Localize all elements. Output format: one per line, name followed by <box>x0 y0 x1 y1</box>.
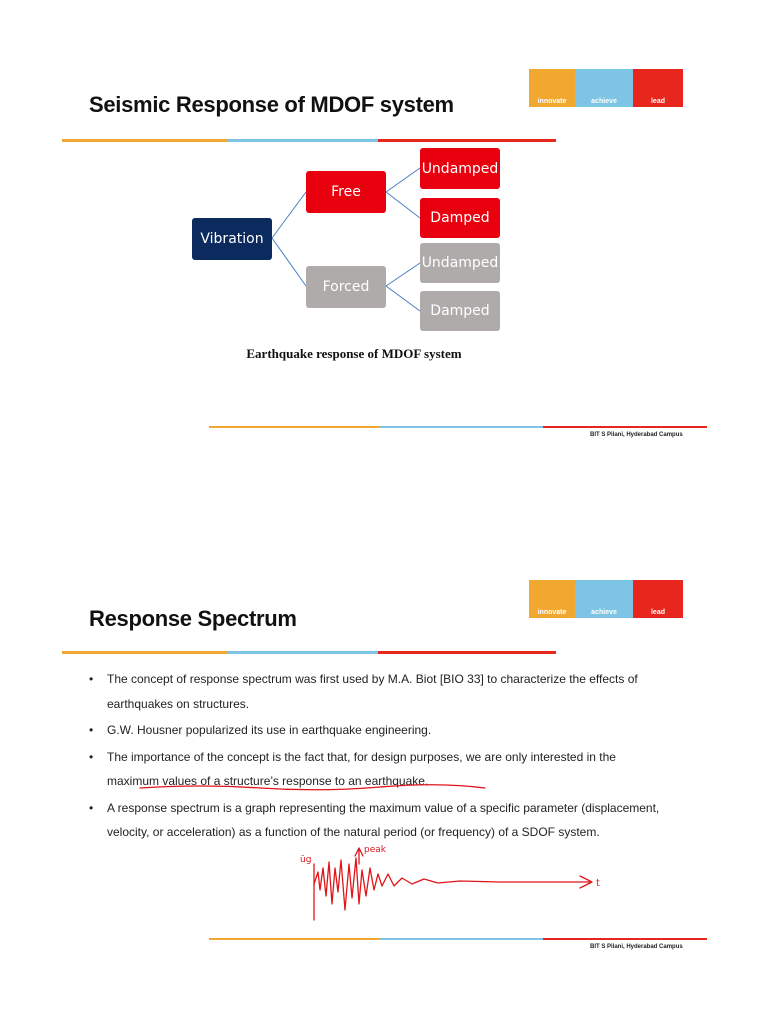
footer-campus: BIT S Pilani, Hyderabad Campus <box>590 944 683 950</box>
slide-2 <box>0 512 768 1024</box>
logo-text: lead <box>650 98 665 105</box>
footer-campus: BIT S Pilani, Hyderabad Campus <box>590 432 683 438</box>
bullet-mark: • <box>89 800 94 815</box>
slide-title: Response Spectrum <box>89 606 297 631</box>
time-label: t <box>596 878 600 889</box>
logo-text: achieve <box>591 609 617 616</box>
footer-line <box>209 426 707 428</box>
seismogram-trace <box>314 858 590 910</box>
logo-text: lead <box>650 609 665 616</box>
footer-line <box>209 938 707 940</box>
underline-annotation <box>140 785 485 790</box>
forced-damped-node: Damped <box>420 291 500 331</box>
forced-node: Forced <box>306 266 386 308</box>
free-node: Free <box>306 171 386 213</box>
bullet-mark: • <box>89 723 94 737</box>
vibration-node: Vibration <box>192 218 272 260</box>
bullet-mark: • <box>89 749 94 764</box>
logo-text: innovate <box>537 609 567 616</box>
bullet-mark: • <box>89 672 94 686</box>
slide-title: Seismic Response of MDOF system <box>89 92 454 117</box>
free-undamped-node: Undamped <box>420 148 500 189</box>
ground-accel-label: üg <box>300 855 312 865</box>
logo-text: innovate <box>537 98 567 105</box>
diagram-caption: Earthquake response of MDOF system <box>246 346 462 361</box>
forced-undamped-node: Undamped <box>420 243 500 283</box>
bullet-text: The concept of response spectrum was first used by M.A. Biot [BIO 33] to characterize the effects of earthquakes on structures. <box>107 672 638 711</box>
free-damped-node: Damped <box>420 198 500 238</box>
logo-text: achieve <box>591 98 617 105</box>
bullet-text: A response spectrum is a graph representing the maximum value of a specific parameter (displacement, velocity, or acceleration) as a function of the natural period (or frequency) of a SDOF system. <box>107 800 660 839</box>
bullet-text: G.W. Housner popularized its use in earthquake engineering. <box>107 723 432 737</box>
peak-annotation-label: peak <box>364 845 386 855</box>
bullet-text: The importance of the concept is the fact that, for design purposes, we are only interested in the maximum values of a structure’s response to an earthquake. <box>107 749 616 788</box>
